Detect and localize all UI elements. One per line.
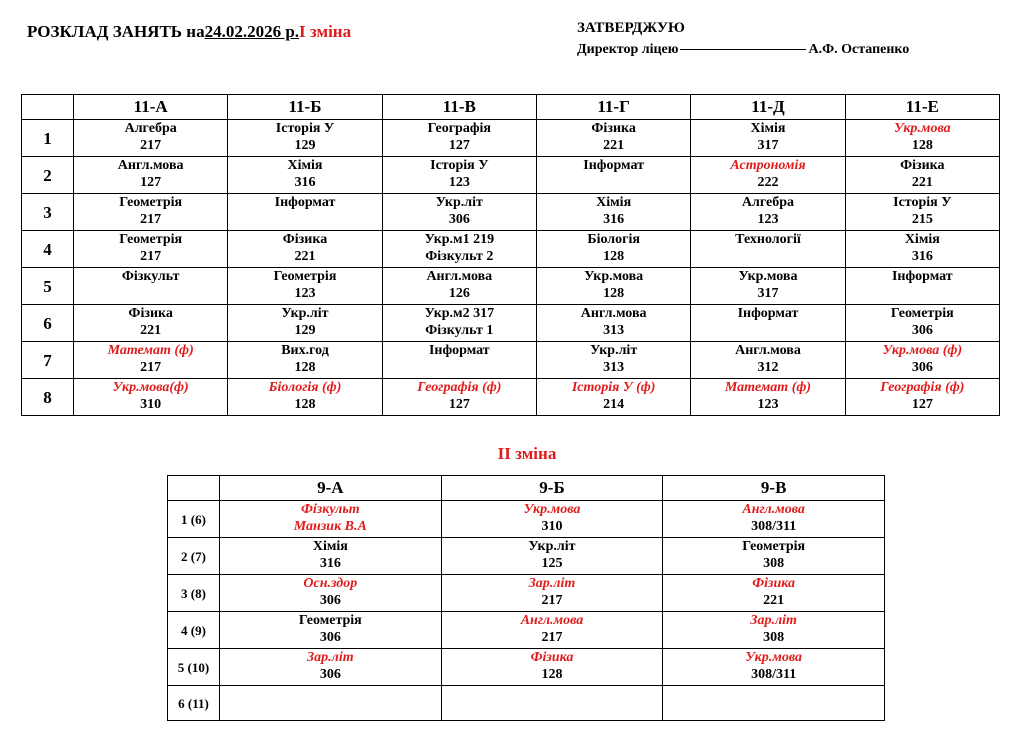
lesson-cell (845, 231, 999, 268)
room: Манзик В.А (293, 519, 367, 534)
room: 221 (603, 138, 625, 153)
room: 306 (319, 630, 341, 645)
room: 310 (140, 397, 162, 412)
approve-label: ЗАТВЕРДЖУЮ (577, 20, 685, 36)
room: 129 (294, 323, 316, 338)
subject: Фізика (900, 158, 945, 173)
subject: Геометрія (298, 613, 362, 628)
lesson-number: 2 (22, 157, 74, 194)
room: 129 (294, 138, 316, 153)
lesson-number: 4 (22, 231, 74, 268)
lesson-cell (845, 268, 999, 305)
lesson-cell (663, 501, 885, 538)
lesson-cell (382, 157, 536, 194)
room (691, 248, 844, 265)
lesson-cell (441, 649, 663, 686)
subject: Історія У (275, 121, 335, 136)
subject: Хімія (596, 195, 632, 210)
room (663, 703, 884, 720)
room: 127 (448, 397, 470, 412)
subject: Фізкульт (300, 502, 360, 517)
lesson-cell (228, 379, 382, 416)
subject: Історія У (ф) (571, 380, 656, 395)
room: 217 (541, 593, 563, 608)
subject: Фізика (752, 576, 796, 591)
room: 306 (911, 360, 933, 375)
lesson-cell (382, 379, 536, 416)
lesson-cell (663, 649, 885, 686)
lesson-number: 1 (22, 120, 74, 157)
lesson-cell (382, 305, 536, 342)
lesson-cell (74, 379, 228, 416)
subject: Технології (735, 232, 801, 247)
lesson-cell (536, 305, 690, 342)
room: 310 (541, 519, 563, 534)
subject: Укр.літ (281, 306, 329, 321)
lesson-cell (663, 612, 885, 649)
shift2-title: ІІ зміна (497, 444, 557, 463)
lesson-number: 3 (22, 194, 74, 231)
room: 217 (541, 630, 563, 645)
room: 125 (541, 556, 563, 571)
room: 123 (294, 286, 316, 301)
room (691, 322, 844, 339)
room: 128 (603, 286, 625, 301)
room: 217 (140, 360, 162, 375)
lesson-row (22, 231, 1000, 268)
subject: Біологія (587, 232, 640, 247)
lesson-cell (228, 157, 382, 194)
corner-cell (22, 95, 74, 120)
lesson-number: 5 (22, 268, 74, 305)
room: 123 (757, 212, 779, 227)
room: 215 (911, 212, 933, 227)
subject: Інформат (428, 343, 490, 358)
room: 313 (603, 323, 625, 338)
room (383, 359, 536, 376)
subject: Зар.літ (750, 613, 797, 628)
director-line (577, 42, 909, 58)
subject (220, 686, 441, 703)
room: 317 (757, 286, 779, 301)
lesson-cell (691, 157, 845, 194)
lesson-number: 7 (22, 342, 74, 379)
lesson-cell (663, 686, 885, 721)
subject: Математ (ф) (107, 343, 194, 358)
lesson-cell (691, 342, 845, 379)
class-header: 11-Д (691, 95, 845, 120)
shift1-table (21, 94, 1000, 416)
lesson-cell (228, 194, 382, 231)
corner-cell (168, 476, 220, 501)
lesson-cell (441, 501, 663, 538)
lesson-cell (845, 379, 999, 416)
room: 306 (319, 593, 341, 608)
class-header: 11-А (74, 95, 228, 120)
room: 221 (911, 175, 933, 190)
approval-block (577, 20, 909, 58)
subject: Укр.літ (435, 195, 483, 210)
lesson-cell (663, 538, 885, 575)
subject: Хімія (750, 121, 786, 136)
subject: Укр.літ (590, 343, 638, 358)
class-header: 11-Г (536, 95, 690, 120)
lesson-number: 6 (11) (168, 686, 220, 721)
lesson-cell (220, 575, 442, 612)
lesson-row (168, 501, 885, 538)
lesson-row (168, 686, 885, 721)
lesson-cell (536, 231, 690, 268)
room: 306 (319, 667, 341, 682)
room: 317 (757, 138, 779, 153)
lesson-number: 5 (10) (168, 649, 220, 686)
room: 128 (294, 397, 316, 412)
shift1-header-row (22, 95, 1000, 120)
subject: Астрономія (730, 158, 806, 173)
lesson-cell (441, 686, 663, 721)
room: 308 (763, 630, 785, 645)
subject: Хімія (287, 158, 323, 173)
room (228, 211, 381, 228)
room: 221 (140, 323, 162, 338)
room: 127 (911, 397, 933, 412)
subject: Інформат (583, 158, 645, 173)
subject: Фізика (282, 232, 328, 247)
subject: Зар.літ (528, 576, 576, 591)
subject: Укр.м2 317 (424, 306, 495, 321)
class-header: 11-Б (228, 95, 382, 120)
schedule-date: 24.02.2026 р. (204, 22, 300, 41)
room: 127 (140, 175, 162, 190)
subject: Геометрія (890, 306, 954, 321)
lesson-number: 3 (8) (168, 575, 220, 612)
subject: Історія У (430, 158, 489, 173)
class-header: 9-Б (441, 476, 663, 501)
room: 123 (448, 175, 470, 190)
lesson-cell (220, 686, 442, 721)
room: 128 (911, 138, 933, 153)
room: 221 (763, 593, 785, 608)
lesson-cell (536, 194, 690, 231)
subject: Англ.мова (520, 613, 584, 628)
room: 126 (448, 286, 470, 301)
room (442, 703, 663, 720)
subject: Осн.здор (303, 576, 358, 591)
room: 123 (757, 397, 779, 412)
room: 217 (140, 138, 162, 153)
room: 316 (294, 175, 316, 190)
lesson-cell (74, 194, 228, 231)
director-name: А.Ф. Остапенко (808, 42, 910, 57)
subject: Англ.мова (742, 502, 805, 517)
lesson-row (22, 342, 1000, 379)
lesson-cell (228, 231, 382, 268)
class-header: 11-В (382, 95, 536, 120)
subject: Алгебра (741, 195, 795, 210)
lesson-cell (228, 120, 382, 157)
room (537, 174, 690, 191)
subject: Інформат (274, 195, 336, 210)
room: 217 (140, 212, 162, 227)
subject: Географія (ф) (417, 380, 502, 395)
lesson-cell (228, 268, 382, 305)
subject: Геометрія (742, 539, 806, 554)
subject: Вих.год (281, 343, 329, 358)
subject: Зар.літ (307, 650, 354, 665)
lesson-number: 4 (9) (168, 612, 220, 649)
subject: Укр.мова (523, 502, 581, 517)
lesson-cell (845, 305, 999, 342)
lesson-cell (536, 157, 690, 194)
subject: Англ.мова (735, 343, 801, 358)
room: 214 (603, 397, 625, 412)
room (74, 285, 227, 302)
signature-line (680, 49, 806, 50)
subject: Англ.мова (117, 158, 184, 173)
subject: Геометрія (119, 195, 183, 210)
room: 313 (603, 360, 625, 375)
lesson-row (22, 379, 1000, 416)
class-header: 9-В (663, 476, 885, 501)
subject: Фізкульт (121, 269, 180, 284)
schedule-title (27, 22, 351, 42)
lesson-cell (536, 379, 690, 416)
subject: Англ.мова (580, 306, 647, 321)
subject: Географія (ф) (880, 380, 965, 395)
room: 127 (448, 138, 470, 153)
lesson-number: 1 (6) (168, 501, 220, 538)
lesson-number: 8 (22, 379, 74, 416)
lesson-row (168, 612, 885, 649)
class-header: 9-А (220, 476, 442, 501)
room: 308/311 (751, 667, 797, 682)
subject: Укр.м1 219 (424, 232, 495, 247)
lesson-cell (382, 342, 536, 379)
lesson-cell (441, 538, 663, 575)
room (220, 703, 441, 720)
room: 128 (541, 667, 563, 682)
lesson-cell (74, 305, 228, 342)
lesson-cell (74, 120, 228, 157)
lesson-cell (845, 194, 999, 231)
subject: Укр.мова(ф) (112, 380, 189, 395)
room: 306 (448, 212, 470, 227)
room: 222 (757, 175, 779, 190)
lesson-row (22, 157, 1000, 194)
room: 306 (911, 323, 933, 338)
room: Фізкульт 2 (425, 249, 494, 264)
subject: Геометрія (273, 269, 337, 284)
lesson-number: 2 (7) (168, 538, 220, 575)
title-prefix: РОЗКЛАД ЗАНЯТЬ на (27, 22, 205, 41)
subject: Історія У (893, 195, 952, 210)
subject: Укр.мова (893, 121, 951, 136)
lesson-number: 6 (22, 305, 74, 342)
director-label: Директор ліцею (577, 42, 679, 57)
room: 316 (911, 249, 933, 264)
lesson-cell (74, 342, 228, 379)
lesson-cell (845, 342, 999, 379)
lesson-cell (441, 612, 663, 649)
lesson-cell (228, 342, 382, 379)
lesson-cell (220, 538, 442, 575)
lesson-cell (220, 649, 442, 686)
room: 128 (294, 360, 316, 375)
lesson-cell (74, 157, 228, 194)
room: 308/311 (751, 519, 797, 534)
lesson-cell (382, 231, 536, 268)
room: 308 (763, 556, 785, 571)
subject: Біологія (ф) (268, 380, 342, 395)
subject: Фізика (530, 650, 574, 665)
lesson-cell (663, 575, 885, 612)
lesson-cell (691, 379, 845, 416)
subject: Інформат (891, 269, 953, 284)
room (846, 285, 999, 302)
lesson-cell (845, 157, 999, 194)
lesson-cell (691, 120, 845, 157)
room: 316 (603, 212, 625, 227)
subject: Укр.мова (745, 650, 803, 665)
lesson-cell (220, 501, 442, 538)
subject: Математ (ф) (724, 380, 812, 395)
room: 128 (603, 249, 625, 264)
lesson-row (22, 194, 1000, 231)
class-header: 11-Е (845, 95, 999, 120)
lesson-cell (691, 305, 845, 342)
lesson-cell (536, 342, 690, 379)
lesson-cell (691, 194, 845, 231)
subject: Фізика (128, 306, 173, 321)
room: 316 (319, 556, 341, 571)
subject: Укр.літ (528, 539, 576, 554)
lesson-cell (220, 612, 442, 649)
room: Фізкульт 1 (425, 323, 494, 338)
subject: Алгебра (124, 121, 177, 136)
subject: Інформат (737, 306, 799, 321)
subject (663, 686, 884, 703)
lesson-row (22, 305, 1000, 342)
subject: Геометрія (119, 232, 183, 247)
shift-label: І зміна (299, 22, 352, 41)
lesson-cell (441, 575, 663, 612)
room: 221 (294, 249, 316, 264)
lesson-cell (691, 268, 845, 305)
lesson-cell (536, 120, 690, 157)
lesson-row (168, 649, 885, 686)
lesson-row (168, 575, 885, 612)
subject: Хімія (904, 232, 940, 247)
lesson-cell (536, 268, 690, 305)
subject: Укр.мова (ф) (882, 343, 963, 358)
lesson-cell (228, 305, 382, 342)
lesson-cell (382, 268, 536, 305)
shift2-header-row (168, 476, 885, 501)
shift2-table (167, 475, 885, 721)
subject: Географія (427, 121, 491, 136)
subject: Укр.мова (738, 269, 798, 284)
subject: Хімія (312, 539, 348, 554)
subject: Англ.мова (426, 269, 493, 284)
lesson-cell (382, 120, 536, 157)
lesson-cell (74, 231, 228, 268)
subject: Укр.мова (584, 269, 644, 284)
subject: Фізика (591, 121, 636, 136)
subject (442, 686, 663, 703)
lesson-cell (74, 268, 228, 305)
lesson-cell (845, 120, 999, 157)
lesson-cell (382, 194, 536, 231)
room: 217 (140, 249, 162, 264)
lesson-row (168, 538, 885, 575)
room: 312 (757, 360, 779, 375)
lesson-row (22, 120, 1000, 157)
lesson-row (22, 268, 1000, 305)
lesson-cell (691, 231, 845, 268)
